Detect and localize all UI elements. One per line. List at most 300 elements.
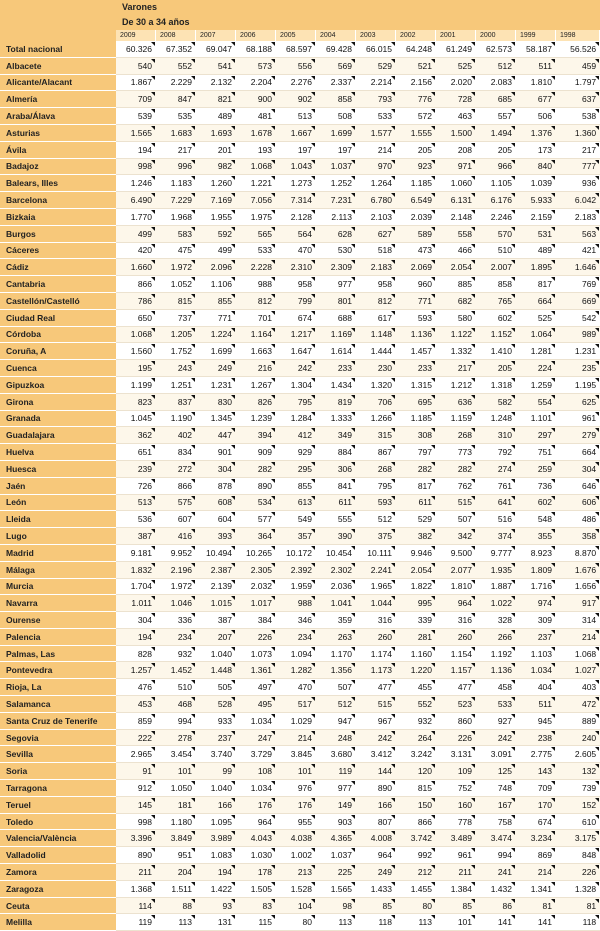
table-cell: [276, 327, 316, 344]
note-marker-icon: [311, 59, 315, 63]
note-marker-icon: [191, 613, 195, 617]
cell-value: 539: [137, 111, 152, 122]
table-row: [0, 394, 600, 411]
note-marker-icon: [391, 328, 395, 332]
table-cell: [476, 327, 516, 344]
cell-value: 1.656: [574, 581, 597, 592]
cell-value: 533: [497, 698, 512, 709]
note-marker-icon: [595, 143, 599, 147]
table-cell: [276, 511, 316, 528]
cell-value: 205: [417, 144, 432, 155]
note-marker-icon: [351, 764, 355, 768]
cell-value: 342: [457, 531, 472, 541]
cell-value: 869: [537, 850, 552, 861]
note-marker-icon: [391, 126, 395, 130]
cell-value: 1.101: [530, 413, 552, 424]
table-cell: [156, 209, 196, 226]
table-cell: [316, 58, 356, 75]
table-cell: [236, 595, 276, 612]
table-cell: [516, 91, 556, 108]
cell-value: 60.326: [126, 43, 152, 54]
cell-value: 339: [417, 614, 432, 625]
cell-value: 99: [222, 766, 232, 777]
cell-value: 859: [137, 715, 152, 726]
cell-value: 611: [418, 497, 432, 508]
cell-value: 778: [457, 816, 472, 827]
note-marker-icon: [191, 143, 195, 147]
cell-value: 964: [257, 816, 272, 827]
cell-value: 885: [457, 279, 472, 290]
table-cell: [196, 175, 236, 192]
cell-value: 815: [417, 782, 432, 793]
year-header: 2004: [316, 30, 356, 41]
note-marker-icon: [511, 731, 515, 735]
note-marker-icon: [595, 479, 599, 483]
table-row: [0, 814, 600, 831]
table-cell: [556, 713, 600, 730]
table-cell: [516, 847, 556, 864]
table-cell: [316, 579, 356, 596]
note-marker-icon: [151, 428, 155, 432]
table-cell: [516, 243, 556, 260]
cell-value: 1.356: [330, 665, 352, 676]
table-cell: [116, 478, 156, 495]
note-marker-icon: [231, 210, 235, 214]
note-marker-icon: [351, 630, 355, 634]
table-row: [0, 864, 600, 881]
cell-value: 141: [497, 917, 512, 928]
table-cell: [236, 730, 276, 747]
note-marker-icon: [431, 815, 435, 819]
cell-value: 964: [457, 598, 472, 609]
cell-value: 777: [581, 161, 597, 172]
table-cell: [556, 142, 600, 159]
table-cell: [276, 142, 316, 159]
cell-value: 1.376: [530, 127, 552, 138]
table-cell: [316, 847, 356, 864]
cell-value: 977: [337, 279, 352, 290]
table-cell: [436, 142, 476, 159]
table-cell: [236, 814, 276, 831]
note-marker-icon: [311, 479, 315, 483]
cell-value: 1.224: [210, 329, 232, 340]
cell-value: 841: [337, 480, 352, 491]
table-cell: [156, 91, 196, 108]
table-cell: [236, 41, 276, 58]
note-marker-icon: [151, 663, 155, 667]
note-marker-icon: [271, 798, 275, 802]
table-cell: [196, 746, 236, 763]
note-marker-icon: [595, 899, 599, 903]
cell-value: 674: [297, 312, 312, 323]
cell-value: 776: [417, 94, 432, 105]
table-cell: [316, 646, 356, 663]
table-cell: [236, 427, 276, 444]
table-cell: [196, 461, 236, 478]
table-cell: [356, 545, 396, 562]
cell-value: 3.489: [450, 833, 472, 844]
cell-value: 625: [581, 396, 597, 407]
table-cell: [516, 679, 556, 696]
table-cell: [396, 814, 436, 831]
note-marker-icon: [391, 378, 395, 382]
note-marker-icon: [231, 479, 235, 483]
table-row: [0, 91, 600, 108]
note-marker-icon: [271, 815, 275, 819]
table-row: [0, 276, 600, 293]
note-marker-icon: [391, 731, 395, 735]
cell-value: 564: [297, 228, 312, 239]
cell-value: 989: [581, 329, 597, 340]
table-cell: [316, 461, 356, 478]
note-marker-icon: [431, 479, 435, 483]
cell-value: 1.333: [330, 413, 352, 424]
table-cell: [276, 881, 316, 898]
table-cell: [396, 696, 436, 713]
table-cell: [236, 377, 276, 394]
note-marker-icon: [551, 143, 555, 147]
cell-value: 506: [537, 111, 552, 122]
table-cell: [356, 75, 396, 92]
table-cell: [196, 646, 236, 663]
cell-value: 1.368: [130, 883, 152, 894]
cell-value: 69.428: [326, 43, 352, 54]
note-marker-icon: [351, 613, 355, 617]
cell-value: 540: [137, 60, 152, 71]
table-cell: [116, 327, 156, 344]
table-cell: [316, 108, 356, 125]
cell-value: 1.444: [370, 346, 392, 357]
table-cell: [156, 662, 196, 679]
table-cell: [436, 780, 476, 797]
cell-value: 556: [297, 60, 312, 71]
table-cell: [396, 730, 436, 747]
cell-value: 608: [217, 497, 232, 508]
cell-value: 1.500: [450, 127, 472, 138]
note-marker-icon: [311, 462, 315, 466]
cell-value: 101: [297, 766, 312, 777]
table-row: [0, 579, 600, 596]
cell-value: 472: [581, 698, 597, 709]
cell-value: 166: [217, 799, 232, 810]
note-marker-icon: [511, 663, 515, 667]
table-cell: [316, 881, 356, 898]
note-marker-icon: [351, 277, 355, 281]
table-cell: [476, 629, 516, 646]
cell-value: 304: [137, 614, 152, 625]
note-marker-icon: [595, 59, 599, 63]
note-marker-icon: [595, 210, 599, 214]
note-marker-icon: [431, 865, 435, 869]
note-marker-icon: [511, 344, 515, 348]
cell-value: 909: [257, 447, 272, 458]
cell-value: 1.693: [210, 127, 232, 138]
cell-value: 664: [537, 295, 552, 306]
note-marker-icon: [151, 378, 155, 382]
note-marker-icon: [151, 193, 155, 197]
note-marker-icon: [595, 747, 599, 751]
cell-value: 961: [581, 413, 597, 424]
note-marker-icon: [311, 109, 315, 113]
table-row: [0, 159, 600, 176]
note-marker-icon: [311, 915, 315, 919]
note-marker-icon: [271, 899, 275, 903]
table-cell: [236, 226, 276, 243]
note-marker-icon: [271, 344, 275, 348]
table-cell: [116, 343, 156, 360]
table-cell: [356, 864, 396, 881]
cell-value: 837: [177, 396, 192, 407]
note-marker-icon: [191, 227, 195, 231]
table-cell: [356, 646, 396, 663]
table-cell: [156, 847, 196, 864]
cell-value: 912: [137, 782, 152, 793]
note-marker-icon: [551, 227, 555, 231]
row-label: Zamora: [0, 864, 116, 881]
table-cell: [276, 612, 316, 629]
cell-value: 535: [177, 111, 192, 122]
table-cell: [196, 243, 236, 260]
cell-value: 765: [497, 295, 512, 306]
table-cell: [436, 746, 476, 763]
table-cell: [396, 629, 436, 646]
cell-value: 902: [297, 94, 312, 105]
cell-value: 1.040: [210, 648, 232, 659]
table-row: [0, 327, 600, 344]
note-marker-icon: [311, 395, 315, 399]
note-marker-icon: [595, 378, 599, 382]
note-marker-icon: [595, 92, 599, 96]
cell-value: 569: [337, 60, 352, 71]
note-marker-icon: [271, 42, 275, 46]
table-cell: [396, 293, 436, 310]
note-marker-icon: [471, 496, 475, 500]
table-cell: [516, 461, 556, 478]
note-marker-icon: [231, 781, 235, 785]
note-marker-icon: [471, 512, 475, 516]
note-marker-icon: [191, 781, 195, 785]
cell-value: 1.384: [450, 883, 472, 894]
table-cell: [556, 394, 600, 411]
cell-value: 6.490: [130, 195, 152, 206]
cell-value: 505: [217, 682, 232, 693]
note-marker-icon: [351, 176, 355, 180]
note-marker-icon: [231, 412, 235, 416]
note-marker-icon: [351, 76, 355, 80]
note-marker-icon: [511, 714, 515, 718]
cell-value: 308: [417, 430, 432, 441]
table-cell: [236, 746, 276, 763]
table-cell: [556, 478, 600, 495]
cell-value: 81: [542, 900, 552, 911]
cell-value: 1.041: [330, 598, 352, 609]
note-marker-icon: [551, 311, 555, 315]
table-cell: [556, 595, 600, 612]
table-cell: [476, 243, 516, 260]
row-label: Bizkaia: [0, 209, 116, 226]
cell-value: 2.128: [290, 211, 312, 222]
note-marker-icon: [271, 76, 275, 80]
note-marker-icon: [351, 747, 355, 751]
cell-value: 992: [417, 850, 432, 861]
note-marker-icon: [231, 747, 235, 751]
table-cell: [316, 713, 356, 730]
cell-value: 641: [497, 497, 512, 508]
cell-value: 695: [417, 396, 432, 407]
table-row: [0, 495, 600, 512]
table-cell: [156, 679, 196, 696]
note-marker-icon: [471, 193, 475, 197]
note-marker-icon: [151, 227, 155, 231]
cell-value: 2.183: [370, 262, 392, 273]
cell-value: 118: [582, 917, 597, 928]
cell-value: 1.448: [210, 665, 232, 676]
note-marker-icon: [551, 848, 555, 852]
note-marker-icon: [595, 697, 599, 701]
table-cell: [516, 511, 556, 528]
cell-value: 2.241: [370, 564, 392, 575]
note-marker-icon: [391, 176, 395, 180]
cell-value: 3.454: [170, 749, 192, 760]
cell-value: 988: [297, 598, 312, 609]
note-marker-icon: [311, 512, 315, 516]
table-cell: [476, 495, 516, 512]
cell-value: 390: [337, 531, 352, 541]
note-marker-icon: [231, 915, 235, 919]
table-cell: [116, 41, 156, 58]
cell-value: 995: [417, 598, 432, 609]
note-marker-icon: [471, 798, 475, 802]
cell-value: 1.361: [250, 665, 272, 676]
table-cell: [196, 730, 236, 747]
table-cell: [476, 226, 516, 243]
note-marker-icon: [231, 76, 235, 80]
cell-value: 2.103: [370, 211, 392, 222]
cell-value: 2.965: [130, 749, 152, 760]
cell-value: 1.647: [290, 346, 312, 357]
table-cell: [236, 780, 276, 797]
note-marker-icon: [595, 613, 599, 617]
table-cell: [516, 343, 556, 360]
table-cell: [396, 444, 436, 461]
note-marker-icon: [311, 378, 315, 382]
note-marker-icon: [471, 294, 475, 298]
cell-value: 314: [581, 614, 597, 625]
cell-value: 2.054: [450, 262, 472, 273]
table-cell: [556, 259, 600, 276]
table-cell: [556, 814, 600, 831]
cell-value: 468: [177, 698, 192, 709]
table-cell: [516, 310, 556, 327]
table-cell: [156, 377, 196, 394]
note-marker-icon: [595, 462, 599, 466]
note-marker-icon: [471, 328, 475, 332]
note-marker-icon: [595, 781, 599, 785]
table-cell: [396, 562, 436, 579]
table-cell: [396, 612, 436, 629]
table-cell: [556, 662, 600, 679]
cell-value: 1.164: [250, 329, 272, 340]
note-marker-icon: [351, 496, 355, 500]
cell-value: 1.045: [130, 413, 152, 424]
note-marker-icon: [311, 344, 315, 348]
note-marker-icon: [511, 160, 515, 164]
cell-value: 826: [257, 396, 272, 407]
note-marker-icon: [511, 244, 515, 248]
note-marker-icon: [151, 176, 155, 180]
table-row: [0, 343, 600, 360]
table-cell: [396, 511, 436, 528]
table-cell: [196, 327, 236, 344]
note-marker-icon: [151, 126, 155, 130]
table-cell: [396, 310, 436, 327]
cell-value: 315: [377, 430, 392, 441]
cell-value: 355: [537, 531, 552, 541]
cell-value: 701: [257, 312, 272, 323]
cell-value: 6.131: [450, 195, 472, 206]
table-cell: [476, 646, 516, 663]
table-cell: [236, 612, 276, 629]
table-cell: [516, 830, 556, 847]
table-cell: [356, 847, 396, 864]
table-cell: [316, 511, 356, 528]
note-marker-icon: [231, 865, 235, 869]
note-marker-icon: [551, 563, 555, 567]
table-cell: [396, 360, 436, 377]
table-cell: [556, 797, 600, 814]
table-cell: [156, 360, 196, 377]
cell-value: 577: [257, 514, 272, 525]
row-label: Albacete: [0, 58, 116, 75]
note-marker-icon: [311, 143, 315, 147]
note-marker-icon: [191, 445, 195, 449]
cell-value: 709: [137, 94, 152, 105]
note-marker-icon: [595, 848, 599, 852]
table-cell: [396, 495, 436, 512]
table-cell: [156, 108, 196, 125]
cell-value: 421: [581, 245, 597, 256]
note-marker-icon: [551, 882, 555, 886]
cell-value: 382: [417, 531, 432, 541]
note-marker-icon: [551, 865, 555, 869]
cell-value: 1.663: [250, 346, 272, 357]
table-cell: [396, 175, 436, 192]
table-cell: [276, 662, 316, 679]
table-cell: [196, 797, 236, 814]
note-marker-icon: [471, 92, 475, 96]
note-marker-icon: [191, 563, 195, 567]
row-label: Gipuzkoa: [0, 377, 116, 394]
cell-value: 113: [418, 917, 432, 928]
cell-value: 1.136: [410, 329, 432, 340]
table-cell: [236, 125, 276, 142]
note-marker-icon: [391, 160, 395, 164]
table-cell: [556, 41, 600, 58]
table-cell: [516, 41, 556, 58]
table-cell: [356, 327, 396, 344]
note-marker-icon: [431, 109, 435, 113]
note-marker-icon: [271, 613, 275, 617]
note-marker-icon: [191, 697, 195, 701]
note-marker-icon: [431, 160, 435, 164]
note-marker-icon: [351, 311, 355, 315]
cell-value: 792: [497, 447, 512, 458]
row-label: León: [0, 495, 116, 512]
note-marker-icon: [551, 529, 555, 533]
note-marker-icon: [311, 294, 315, 298]
table-cell: [396, 159, 436, 176]
table-cell: [476, 259, 516, 276]
